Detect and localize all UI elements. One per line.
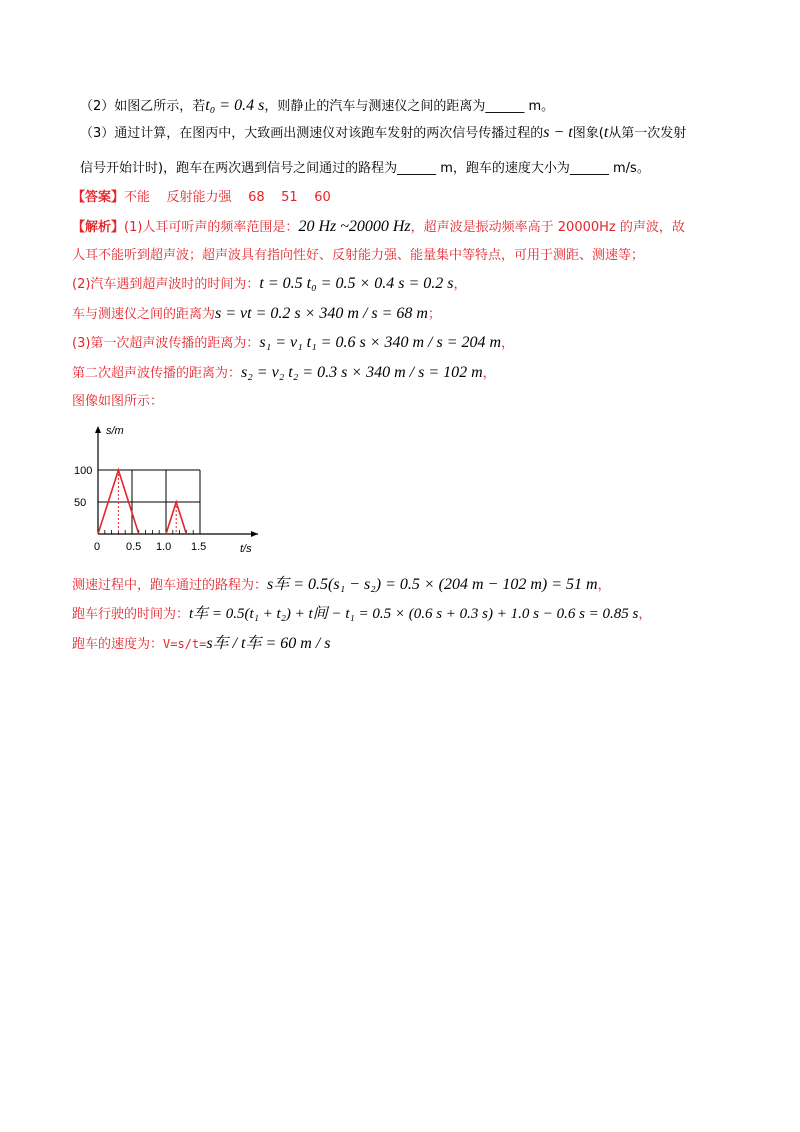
analysis-p3-b: ；: [427, 307, 441, 322]
analysis-line-7: [72, 392, 163, 412]
y-tick-label: 100: [74, 465, 93, 477]
y-axis-label: s/m: [106, 425, 124, 437]
chart-axes: [95, 426, 258, 537]
analysis-line-5: [72, 333, 514, 354]
analysis-p8-b: ，: [638, 607, 652, 622]
analysis-line-2: [72, 246, 644, 266]
analysis-p7-a: 测速过程中，跑车通过的路程为：: [72, 578, 268, 593]
y-tick-label: 50: [74, 497, 87, 509]
x-axis-arrow: [251, 531, 258, 537]
analysis-p9-mono: V=s/t=: [163, 637, 207, 651]
analysis-p7-b: ，: [597, 578, 611, 593]
analysis-p5-math: s₂ = v₂ t₂ = 0.3 s × 340 m / s = 102 m: [241, 364, 483, 381]
q2-suffix: ，则静止的汽车与测速仪之间的距离为______ m。: [264, 99, 555, 114]
chart-grid: [98, 470, 200, 534]
analysis-p1-math: 20 Hz ~20000 Hz: [298, 218, 411, 235]
chart-labels: [74, 425, 252, 554]
x-tick-label: 0: [94, 541, 101, 553]
analysis-p2-b: ，: [453, 277, 467, 292]
analysis-line-1: [72, 217, 685, 238]
q3-line2: 信号开始计时)，跑车在两次遇到信号之间通过的路程为______ m，跑车的速度大小为______ m/s。: [80, 161, 650, 176]
analysis-p6: 图像如图所示：: [72, 394, 164, 409]
analysis-p9-math: s车 / t车 = 60 m / s: [206, 635, 331, 652]
analysis-p4-a: (3)第一次超声波传播的距离为：: [72, 336, 260, 351]
q2-line: [80, 96, 554, 117]
s-t-chart: [72, 422, 272, 554]
q2-prefix: （2）如图乙所示，若: [80, 99, 206, 114]
analysis-p1-line2: 人耳不能听到超声波；超声波具有指向性好、反射能力强、能量集中等特点，可用于测距、测速等；: [72, 248, 645, 263]
analysis-p4-b: ，: [501, 336, 515, 351]
y-axis-arrow: [95, 426, 101, 433]
q3-suffix: 从第一次发射: [608, 126, 687, 141]
analysis-p3-math: s = vt = 0.2 s × 340 m / s = 68 m: [215, 305, 428, 322]
q3-math2: t: [603, 124, 609, 141]
analysis-line-8: [72, 575, 611, 596]
q3-line-1: [80, 123, 686, 144]
analysis-p1-a: (1)人耳可听声的频率范围是：: [124, 220, 299, 235]
x-tick-label: 0.5: [126, 541, 142, 553]
analysis-line-6: [72, 363, 496, 384]
x-axis-label: t/s: [240, 543, 252, 554]
analysis-p9-a: 跑车的速度为：: [72, 637, 164, 652]
analysis-p8-a: 跑车行驶的时间为：: [72, 607, 190, 622]
analysis-p7-math: s车 = 0.5(s₁ − s₂) = 0.5 × (204 m − 102 m) = 51 m: [267, 576, 598, 593]
analysis-line-4: [72, 304, 441, 325]
analysis-p3-a: 车与测速仪之间的距离为: [72, 307, 216, 322]
analysis-line-10: [72, 634, 331, 655]
analysis-p5-a: 第二次超声波传播的距离为：: [72, 366, 242, 381]
q2-math: t₀ = 0.4 s: [205, 97, 265, 114]
x-tick-label: 1.0: [156, 541, 172, 553]
analysis-line-3: [72, 274, 467, 295]
q3-mid: 图象(: [572, 126, 604, 141]
analysis-label: 【解析】: [72, 220, 125, 235]
q3-math: s − t: [543, 124, 573, 141]
q3-prefix: （3）通过计算，在图丙中，大致画出测速仪对该跑车发射的两次信号传播过程的: [80, 126, 544, 141]
x-tick-label: 1.5: [191, 541, 207, 553]
answer-line: [72, 188, 331, 208]
answer-label: 【答案】: [72, 190, 125, 205]
analysis-p1-b: ，超声波是振动频率高于 20000Hz 的声波，故: [410, 220, 685, 235]
analysis-p2-math: t = 0.5 t₀ = 0.5 × 0.4 s = 0.2 s: [259, 275, 454, 292]
analysis-line-9: [72, 604, 651, 625]
analysis-p5-b: ，: [482, 366, 496, 381]
analysis-p8-math: t车 = 0.5(t₁ + t₂) + t间 − t₁ = 0.5 × (0.6 s + 0.3 s) + 1.0 s − 0.6 s = 0.85 s: [189, 606, 639, 622]
analysis-p2-a: (2)汽车遇到超声波时的时间为：: [72, 277, 260, 292]
analysis-p4-math: s₁ = v₁ t₁ = 0.6 s × 340 m / s = 204 m: [259, 334, 502, 351]
q3-line-2: [80, 159, 650, 179]
answer-text: 不能 反射能力强 68 51 60: [124, 190, 331, 205]
